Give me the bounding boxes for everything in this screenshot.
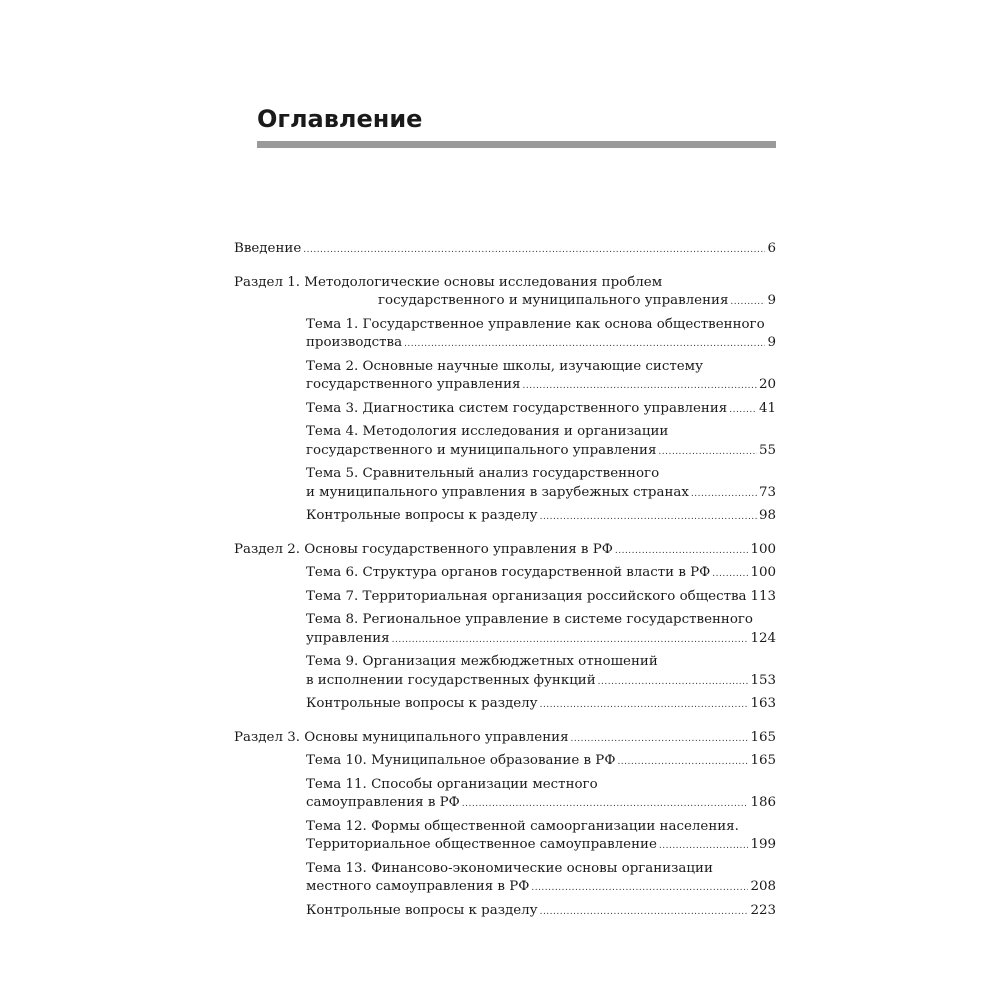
toc-topic[interactable] <box>234 776 776 814</box>
toc-entry-title: Тема 4. Методология исследования и организации <box>306 424 669 439</box>
toc-page-number: 9 <box>767 293 776 308</box>
toc-page-number: 100 <box>750 541 776 557</box>
page-title: Оглавление <box>257 105 423 133</box>
toc-entry-title: Тема 13. Финансово-экономические основы организации <box>306 860 713 876</box>
toc-entry-title: Тема 2. Основные научные школы, изучающие систему <box>306 358 703 374</box>
toc-page-number: 20 <box>758 377 776 392</box>
dot-leader <box>523 377 757 396</box>
toc-page-number: 153 <box>750 672 776 688</box>
toc-entry-title: Раздел 3. Основы муниципального управления <box>234 729 569 745</box>
toc-entry-title: Тема 1. Государственное управление как основа общественного <box>306 316 765 332</box>
toc-review-questions[interactable] <box>234 695 776 715</box>
dot-leader <box>615 542 749 561</box>
toc-intro-group <box>234 240 776 260</box>
toc-section-2 <box>234 541 776 715</box>
toc-entry-title-cont: производства <box>306 335 403 350</box>
dot-leader <box>691 485 757 504</box>
toc-page-number: 98 <box>758 508 776 523</box>
toc-topic[interactable] <box>234 316 776 354</box>
toc-topic[interactable] <box>234 400 776 420</box>
toc-topic[interactable] <box>234 611 776 649</box>
toc-entry-title: Контрольные вопросы к разделу <box>306 696 538 711</box>
toc-page-number: 55 <box>758 442 776 458</box>
toc-entry-title: Тема 3. Диагностика систем государственного управления <box>306 400 728 416</box>
dot-leader <box>303 241 765 260</box>
toc-entry-title-cont: и муниципального управления в зарубежных странах <box>306 484 689 500</box>
toc-page-number: 124 <box>750 630 776 646</box>
toc-page-number: 165 <box>750 753 776 768</box>
table-of-contents <box>234 240 776 935</box>
toc-section-1 <box>234 274 776 527</box>
toc-topic[interactable] <box>234 860 776 898</box>
toc-section-heading[interactable] <box>234 729 776 749</box>
dot-leader <box>730 293 765 312</box>
toc-entry-title-cont: Территориальное общественное самоуправление <box>306 837 657 852</box>
dot-leader <box>462 795 749 814</box>
dot-leader <box>540 508 757 527</box>
toc-entry-title: Раздел 1. Методологические основы исследования проблем <box>234 274 663 290</box>
toc-entry-title-cont: государственного и муниципального управления <box>378 293 729 308</box>
dot-leader <box>729 401 757 420</box>
toc-topic[interactable] <box>234 465 776 503</box>
dot-leader <box>617 753 748 772</box>
toc-page-number: 163 <box>750 696 776 711</box>
toc-entry-title: Тема 12. Формы общественной самоорганизации населения. <box>306 818 739 834</box>
toc-entry-title: Тема 6. Структура органов государственной власти в РФ <box>306 565 711 580</box>
dot-leader <box>659 837 749 856</box>
dot-leader <box>540 696 749 715</box>
toc-topic[interactable] <box>234 588 776 608</box>
toc-page-number: 223 <box>750 902 776 918</box>
toc-review-questions[interactable] <box>234 507 776 527</box>
toc-topic[interactable] <box>234 358 776 396</box>
toc-entry-title: Раздел 2. Основы государственного управления в РФ <box>234 541 613 557</box>
toc-page-number: 73 <box>758 484 776 500</box>
toc-entry-title-cont: государственного управления <box>306 377 521 392</box>
toc-section-heading[interactable] <box>234 274 776 312</box>
toc-entry-title-cont: управления <box>306 630 390 646</box>
toc-section-3 <box>234 729 776 922</box>
toc-page-number: 199 <box>750 837 776 852</box>
toc-entry-intro[interactable] <box>234 240 776 260</box>
dot-leader <box>712 565 748 584</box>
dot-leader <box>531 879 748 898</box>
toc-topic[interactable] <box>234 653 776 691</box>
toc-entry-title: Контрольные вопросы к разделу <box>306 508 538 523</box>
toc-entry-title-cont: государственного и муниципального управления <box>306 442 657 458</box>
toc-review-questions[interactable] <box>234 902 776 922</box>
toc-entry-title: Контрольные вопросы к разделу <box>306 902 538 918</box>
toc-entry-title: Введение <box>234 241 302 256</box>
toc-entry-title: Тема 10. Муниципальное образование в РФ <box>306 753 616 768</box>
toc-entry-title-cont: самоуправления в РФ <box>306 795 460 810</box>
toc-topic[interactable] <box>234 564 776 584</box>
toc-topic[interactable] <box>234 423 776 461</box>
toc-page-number: 186 <box>750 795 776 810</box>
toc-entry-title: Тема 11. Способы организации местного <box>306 776 598 792</box>
toc-topic[interactable] <box>234 818 776 856</box>
toc-page-number: 100 <box>750 565 776 580</box>
toc-page-number: 208 <box>750 879 776 894</box>
toc-page-number: 113 <box>750 588 777 604</box>
dot-leader <box>540 903 749 922</box>
dot-leader <box>404 335 765 354</box>
toc-entry-title: Тема 5. Сравнительный анализ государственного <box>306 466 660 481</box>
toc-entry-title-cont: местного самоуправления в РФ <box>306 879 530 894</box>
dot-leader <box>658 443 757 462</box>
toc-page-number: 6 <box>767 241 776 256</box>
toc-entry-title: Тема 9. Организация межбюджетных отношений <box>306 654 658 669</box>
toc-entry-title: Тема 7. Территориальная организация российского общества <box>306 588 747 604</box>
toc-topic[interactable] <box>234 752 776 772</box>
toc-page-number: 41 <box>758 400 776 416</box>
toc-entry-title: Тема 8. Региональное управление в системе государственного <box>306 612 753 627</box>
toc-page-number: 165 <box>750 729 776 745</box>
toc-page-number: 9 <box>767 335 776 350</box>
dot-leader <box>571 730 749 749</box>
title-rule <box>257 141 776 148</box>
toc-section-heading[interactable] <box>234 541 776 561</box>
dot-leader <box>392 631 749 650</box>
dot-leader <box>598 673 749 692</box>
toc-entry-title-cont: в исполнении государственных функций <box>306 672 596 688</box>
